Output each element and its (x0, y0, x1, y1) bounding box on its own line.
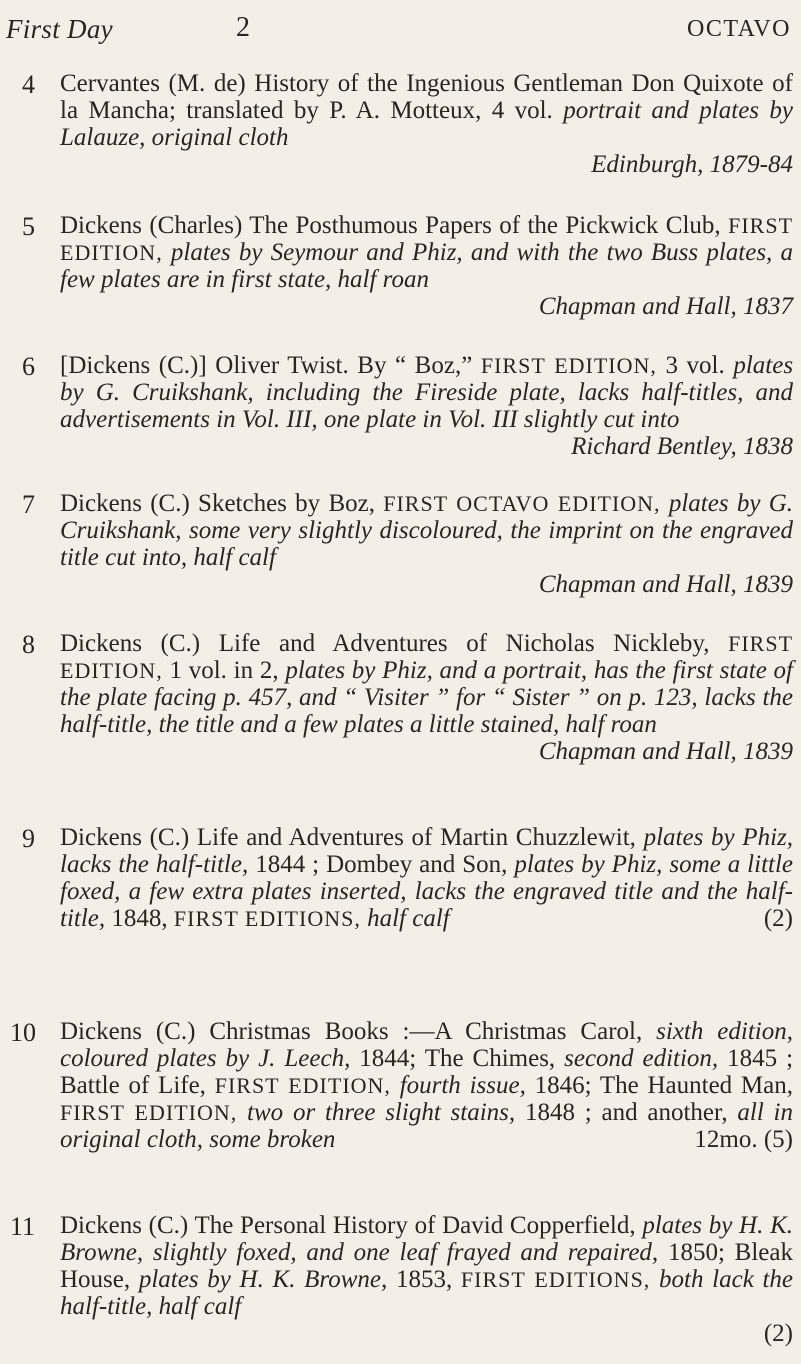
lot-note: sixth edition, coloured plates by J. Leech, (60, 1018, 793, 1072)
lot-number: 9 (22, 824, 35, 853)
lot-imprint: Chapman and Hall, 1837 (538, 293, 793, 320)
lot-year: 1848, (111, 905, 168, 932)
page-header (0, 10, 801, 60)
lot-title-5: 1848 ; and another, (524, 1099, 728, 1126)
lot-description (60, 1212, 793, 1347)
header-section: OCTAVO (687, 16, 791, 42)
lot-title-2: 1844 ; Dombey and Son, (255, 851, 508, 878)
lot-note: plates by H. K. Browne, slightly foxed, and one leaf frayed and repaired, (60, 1212, 793, 1266)
lot-edition-2: FIRST EDITION, (60, 1100, 238, 1125)
lot-number: 8 (22, 630, 35, 659)
page-number: 2 (236, 12, 250, 43)
lot-note-2: second edition, (564, 1045, 719, 1072)
lot-imprint: Chapman and Hall, 1839 (538, 738, 793, 765)
lot-note-2: plates by Phiz, some a little foxed, a few extra plates inserted, lacks the engraved title and the half-title, (60, 851, 794, 932)
lot-description (60, 824, 793, 932)
lot-description (60, 212, 793, 320)
lot-title: Dickens (C.) Sketches by Boz, (60, 490, 375, 517)
lot-number: 7 (22, 490, 35, 519)
lot-title: Dickens (C.) Life and Adventures of Nicholas Nickleby, (60, 630, 710, 657)
lot-edition: FIRST EDITION, (60, 631, 794, 683)
lot-number: 11 (10, 1212, 36, 1241)
lot-edition: FIRST EDITION, (480, 353, 657, 378)
lot-title-2: 1844; The Chimes, (359, 1045, 556, 1072)
lot-edition: FIRST EDITION, (214, 1073, 391, 1098)
lot-imprint: Chapman and Hall, 1839 (538, 571, 793, 598)
lot-imprint: Edinburgh, 1879-84 (591, 151, 793, 178)
lot-count: (2) (763, 905, 793, 932)
lot-count: (2) (763, 1320, 793, 1347)
lot-volumes: 1 vol. in 2, (169, 657, 279, 684)
lot-description (60, 490, 793, 598)
lot-note: plates by Seymour and Phiz, and with the two Buss plates, a few plates are in first state, half roan (60, 239, 793, 293)
lot-title-3: 1845 ; Battle of Life, (60, 1045, 794, 1099)
lot-title-2: 1850; Bleak House, (60, 1239, 793, 1293)
lot-description (60, 70, 793, 178)
lot-note-2: plates by H. K. Browne, (138, 1266, 388, 1293)
lot-binding: both lack the half-title, half calf (60, 1266, 794, 1320)
lot-note: plates by Phiz, and a portrait, has the first state of the plate facing p. 457, and “ Visiter ” for “ Sister ” on p. 123, lacks the half-title, the title and a few plates a little stained, half roan (60, 657, 794, 738)
lot-edition: FIRST OCTAVO EDITION, (383, 491, 661, 516)
lot-volumes: 3 vol. (665, 352, 725, 379)
lot-number: 10 (10, 1018, 36, 1047)
lot-note-4: two or three slight stains, (247, 1099, 516, 1126)
lot-year: 1853, (395, 1266, 453, 1293)
lot-title: Dickens (Charles) The Posthumous Papers of the Pickwick Club, (60, 212, 721, 239)
lot-edition: FIRST EDITION, (60, 213, 794, 265)
lot-count: 12mo. (5) (694, 1126, 793, 1153)
lot-title: Dickens (C.) Christmas Books :—A Christmas Carol, (60, 1018, 643, 1045)
lot-number: 5 (22, 212, 35, 241)
lot-edition: FIRST EDITIONS, (460, 1267, 651, 1292)
lot-binding: all in original cloth, some broken (60, 1099, 794, 1153)
lot-edition: FIRST EDITIONS, (173, 906, 361, 931)
lot-description (60, 630, 793, 765)
lot-note: portrait and plates by Lalauze, original cloth (60, 97, 794, 151)
header-day: First Day (6, 14, 113, 44)
lot-note: plates by Phiz, lacks the half-title, (60, 824, 793, 878)
lot-title: Cervantes (M. de) History of the Ingenious Gentleman Don Quixote of la Mancha; translated by P. A. Motteux, 4 vol. (60, 70, 793, 124)
lot-number: 4 (22, 70, 35, 99)
lot-number: 6 (22, 352, 35, 381)
lot-description (60, 1018, 793, 1153)
lot-note: plates by G. Cruikshank, including the Fireside plate, lacks half-titles, and advertisements in Vol. III, one plate in Vol. III slightly cut into (60, 352, 794, 433)
lot-title: Dickens (C.) Life and Adventures of Martin Chuzzlewit, (60, 824, 636, 851)
lot-note: plates by G. Cruikshank, some very slightly discoloured, the imprint on the engraved title cut into, half calf (60, 490, 794, 571)
lot-title-4: 1846; The Haunted Man, (534, 1072, 794, 1099)
lot-note-3: fourth issue, (399, 1072, 526, 1099)
lot-title: Dickens (C.) The Personal History of David Copperfield, (60, 1212, 636, 1239)
lot-binding: half calf (367, 905, 450, 932)
lot-description (60, 352, 793, 460)
lot-title: [Dickens (C.)] Oliver Twist. By “ Boz,” (60, 352, 473, 379)
lot-imprint: Richard Bentley, 1838 (571, 433, 793, 460)
